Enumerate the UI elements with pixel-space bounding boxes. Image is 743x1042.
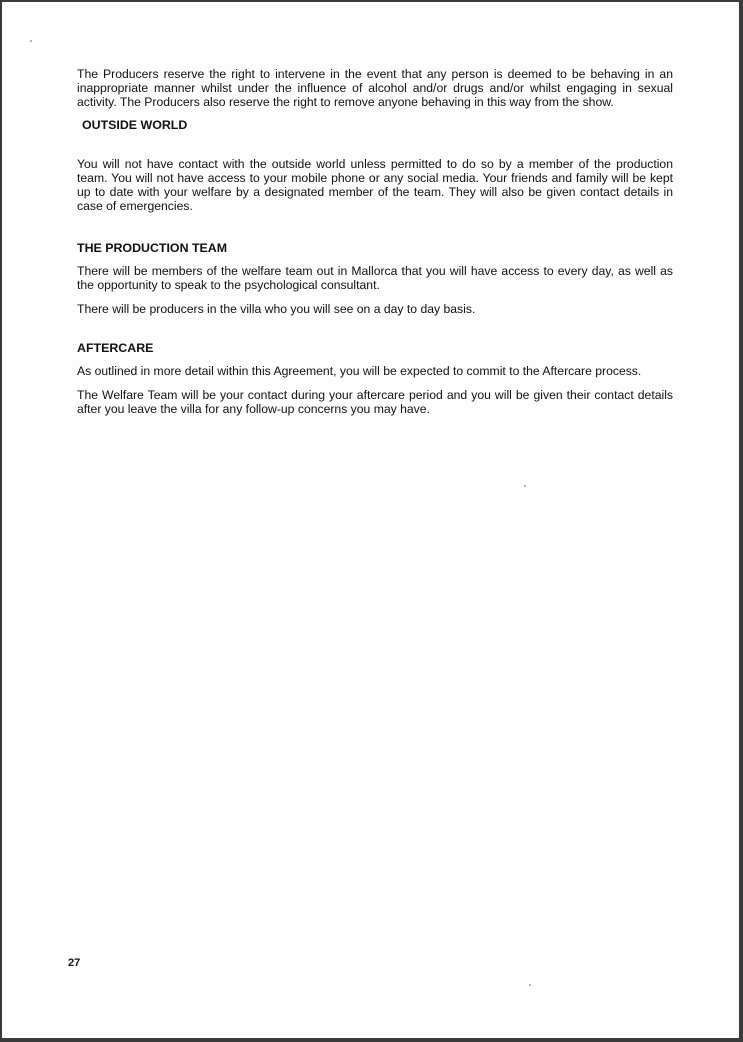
scan-speck: [524, 485, 526, 487]
aftercare-paragraph-1: As outlined in more detail within this Agreement, you will be expected to commit to the Aftercare process.: [77, 364, 642, 378]
section-heading-outside-world: OUTSIDE WORLD: [82, 118, 188, 132]
production-team-paragraph-1: There will be members of the welfare team out in Mallorca that you will have access to every day, as well as the opportunity to speak to the psychological consultant.: [77, 264, 673, 292]
section-heading-production-team: THE PRODUCTION TEAM: [77, 241, 228, 255]
document-body: [77, 67, 673, 416]
intro-paragraph: The Producers reserve the right to intervene in the event that any person is deemed to be behaving in an inappropriate manner whilst under the influence of alcohol and/or drugs and/or whilst engaging in sexual activity. The Producers also reserve the right to remove anyone behaving in this way from the show.: [77, 67, 673, 109]
scan-speck: [30, 40, 32, 42]
scan-speck: [529, 984, 531, 986]
page-number: 27: [68, 957, 81, 969]
outside-world-paragraph: You will not have contact with the outside world unless permitted to do so by a member of the production team. You will not have access to your mobile phone or any social media. Your friends and family will be kept up to date with your welfare by a designated member of the team. They will also be given contact details in case of emergencies.: [77, 157, 673, 213]
section-heading-aftercare: AFTERCARE: [77, 341, 154, 355]
aftercare-paragraph-2: The Welfare Team will be your contact during your aftercare period and you will be given their contact details after you leave the villa for any follow-up concerns you may have.: [77, 388, 673, 416]
production-team-paragraph-2: There will be producers in the villa who you will see on a day to day basis.: [77, 302, 476, 316]
